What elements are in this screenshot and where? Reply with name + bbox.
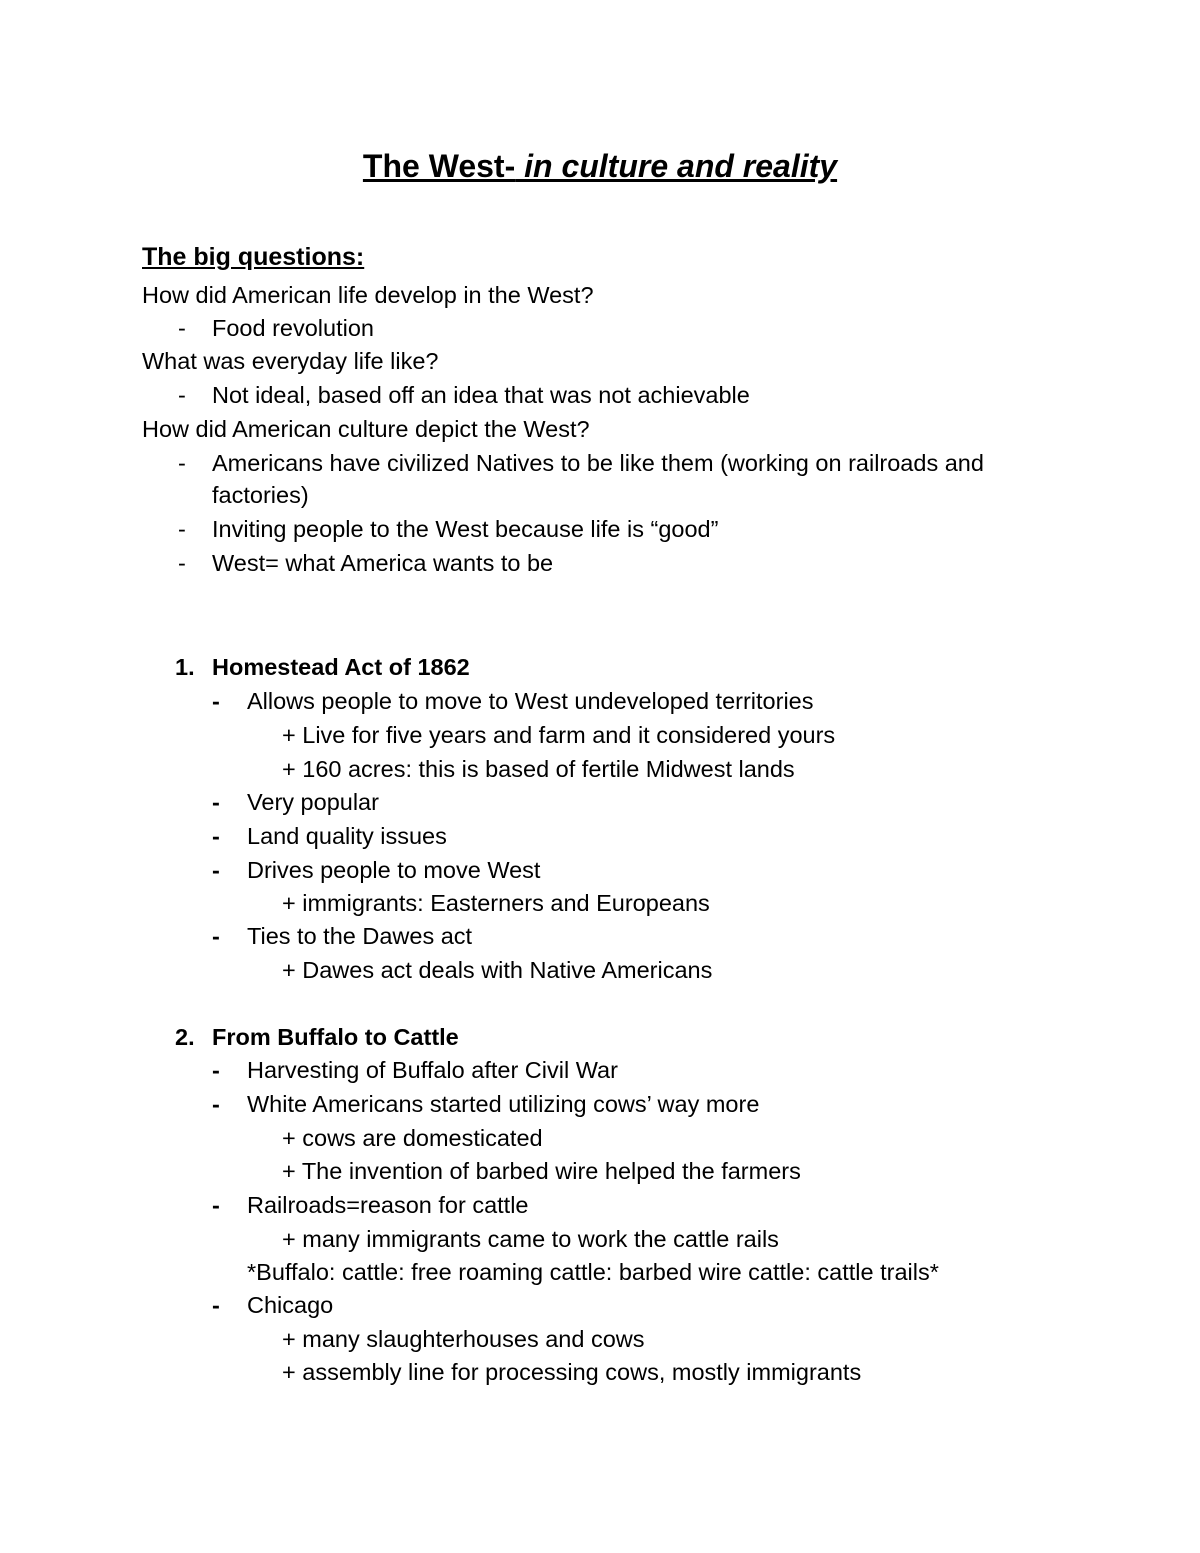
bullet-dash: - (212, 688, 220, 714)
question-2: What was everyday life like? (142, 348, 439, 374)
big-questions-heading: The big questions: (142, 243, 365, 271)
section-1-subitem: + Live for five years and farm and it considered yours (282, 722, 836, 748)
bullet-dash: - (212, 1192, 220, 1218)
question-3-point: Inviting people to the West because life is “good” (212, 516, 719, 542)
section-2-subitem: + cows are domesticated (282, 1125, 543, 1151)
question-2-point: Not ideal, based off an idea that was not achievable (212, 382, 750, 408)
section-2-subitem: + assembly line for processing cows, mostly immigrants (282, 1359, 862, 1385)
question-1-point: Food revolution (212, 315, 374, 341)
section-1-subitem: + Dawes act deals with Native Americans (282, 957, 713, 983)
section-2-item: Harvesting of Buffalo after Civil War (247, 1057, 618, 1083)
section-1-subitem: + 160 acres: this is based of fertile Midwest lands (282, 756, 795, 782)
bullet-dash: - (212, 923, 220, 949)
question-3-point: West= what America wants to be (212, 550, 554, 576)
section-2-subitem: + many immigrants came to work the cattle rails (282, 1226, 779, 1252)
section-2-subitem: + many slaughterhouses and cows (282, 1326, 645, 1352)
bullet-dash: - (212, 1091, 220, 1117)
section-1-item: Land quality issues (247, 823, 447, 849)
section-2-note: *Buffalo: cattle: free roaming cattle: barbed wire cattle: cattle trails* (247, 1259, 939, 1285)
section-1-subitem: + immigrants: Easterners and Europeans (282, 890, 710, 916)
question-1: How did American life develop in the West? (142, 282, 594, 308)
section-2-subitem: + The invention of barbed wire helped the farmers (282, 1158, 801, 1184)
bullet-dash: - (212, 857, 220, 883)
section-2-number: 2. (175, 1024, 195, 1050)
bullet-dash: - (212, 789, 220, 815)
section-2-item: Chicago (247, 1292, 334, 1318)
section-1-item: Very popular (247, 789, 379, 815)
title-main: The West- (362, 148, 516, 184)
bullet-dash: - (178, 382, 186, 408)
section-2-item: Railroads=reason for cattle (247, 1192, 529, 1218)
page-title (0, 146, 1200, 186)
question-3: How did American culture depict the West? (142, 416, 590, 442)
bullet-dash: - (178, 315, 186, 341)
bullet-dash: - (178, 450, 186, 476)
section-1-item: Ties to the Dawes act (247, 923, 473, 949)
question-3-point: Americans have civilized Natives to be like them (working on railroads and (212, 450, 984, 476)
section-2-item: White Americans started utilizing cows’ way more (247, 1091, 760, 1117)
bullet-dash: - (212, 1057, 220, 1083)
section-1-item: Allows people to move to West undeveloped territories (247, 688, 814, 714)
title-italic: in culture and reality (515, 148, 838, 184)
section-1-number: 1. (175, 654, 195, 680)
section-1-item: Drives people to move West (247, 857, 541, 883)
bullet-dash: - (212, 823, 220, 849)
bullet-dash: - (212, 1292, 220, 1318)
question-3-point-cont: factories) (212, 482, 309, 508)
bullet-dash: - (178, 550, 186, 576)
section-1-heading: Homestead Act of 1862 (212, 654, 470, 680)
section-2-heading: From Buffalo to Cattle (212, 1024, 459, 1050)
bullet-dash: - (178, 516, 186, 542)
